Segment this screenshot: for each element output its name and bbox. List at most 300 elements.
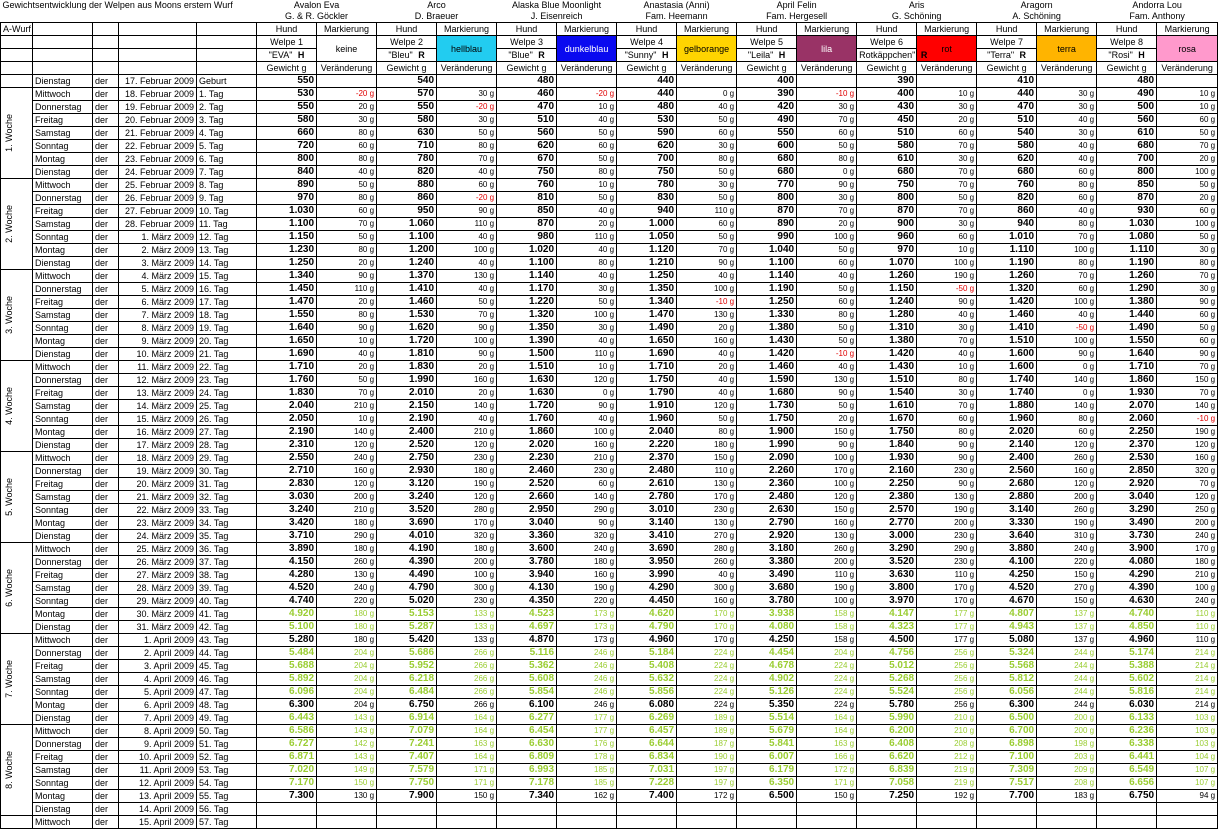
weight-value: 1.460 [977, 309, 1037, 322]
weight-value: 4.280 [257, 569, 317, 582]
weight-change: 214 g [1157, 660, 1218, 673]
weight-change: 90 g [437, 348, 497, 361]
date: 2. März 2009 [119, 244, 197, 257]
weight-value: 530 [617, 114, 677, 127]
empty-cell [1, 49, 33, 62]
day-label: 15. Tag [197, 270, 257, 283]
table-row [1, 270, 1218, 283]
weight-value: 2.850 [1097, 465, 1157, 478]
weight-value: 6.277 [497, 712, 557, 725]
date: 1. März 2009 [119, 231, 197, 244]
week-label-text: 4. Woche [4, 387, 14, 425]
table-row [1, 621, 1218, 634]
empty-cell [1, 36, 33, 49]
der-label: der [93, 270, 119, 283]
table-row [1, 192, 1218, 205]
der-label: der [93, 374, 119, 387]
table-row [1, 660, 1218, 673]
weight-change [557, 75, 617, 88]
date: 19. März 2009 [119, 465, 197, 478]
weight-value: 1.260 [857, 270, 917, 283]
weight-value: 5.856 [617, 686, 677, 699]
weight-value: 2.380 [857, 491, 917, 504]
weight-value: 7.700 [977, 790, 1037, 803]
weight-change: 30 g [437, 88, 497, 101]
der-label: der [93, 751, 119, 764]
day-label: 2. Tag [197, 101, 257, 114]
date: 25. März 2009 [119, 543, 197, 556]
weight-value: 2.050 [257, 413, 317, 426]
weight-value: 1.490 [617, 322, 677, 335]
weight-change: 190 g [917, 504, 977, 517]
weight-change: 50 g [677, 231, 737, 244]
weight-value: 4.130 [497, 582, 557, 595]
header-gewicht: Gewicht g [737, 62, 797, 75]
weight-value: 5.524 [857, 686, 917, 699]
weight-change: 130 g [797, 530, 857, 543]
weight-change: 100 g [797, 231, 857, 244]
weight-change [557, 803, 617, 816]
weight-change: 10 g [557, 179, 617, 192]
weight-change: 20 g [797, 413, 857, 426]
weight-change: 171 g [797, 777, 857, 790]
weight-value: 5.184 [617, 647, 677, 660]
day-label: 53. Tag [197, 764, 257, 777]
weight-value: 6.236 [1097, 725, 1157, 738]
date: 23. März 2009 [119, 517, 197, 530]
table-row [1, 699, 1218, 712]
weight-value: 1.070 [857, 257, 917, 270]
der-label: der [93, 335, 119, 348]
weight-change: 20 g [1157, 192, 1218, 205]
weekday: Dienstag [33, 348, 93, 361]
empty-cell [33, 49, 93, 62]
weight-value: 7.900 [377, 790, 437, 803]
weight-value: 5.990 [857, 712, 917, 725]
weight-change: 177 g [557, 712, 617, 725]
weight-change: 110 g [557, 231, 617, 244]
weight-value: 400 [737, 75, 797, 88]
header-markierung: Markierung [677, 23, 737, 36]
weight-value: 490 [1097, 88, 1157, 101]
weight-change: 60 g [1157, 335, 1218, 348]
weight-change: 190 g [1037, 517, 1097, 530]
weight-change: 30 g [1037, 127, 1097, 140]
weight-change [1037, 816, 1097, 829]
weight-value: 890 [737, 218, 797, 231]
weight-change: 107 g [1157, 777, 1218, 790]
der-label: der [93, 283, 119, 296]
weight-change: 0 g [797, 166, 857, 179]
date: 14. April 2009 [119, 803, 197, 816]
weight-change: 110 g [437, 218, 497, 231]
puppy-owner: D. Braeuer [377, 11, 497, 23]
weight-change: 163 g [437, 738, 497, 751]
table-row [1, 283, 1218, 296]
puppy-number: Welpe 4 [617, 36, 677, 49]
weight-value: 6.338 [1097, 738, 1157, 751]
weight-value: 3.640 [977, 530, 1037, 543]
sex-label: H [1135, 50, 1145, 60]
day-label: 4. Tag [197, 127, 257, 140]
weight-change: -10 g [677, 296, 737, 309]
weight-value: 550 [737, 127, 797, 140]
weight-change: 60 g [1037, 283, 1097, 296]
der-label: der [93, 127, 119, 140]
weight-change: 164 g [797, 712, 857, 725]
weight-change: 50 g [317, 179, 377, 192]
weight-change: 50 g [557, 296, 617, 309]
weight-value: 5.388 [1097, 660, 1157, 673]
weight-value: 1.620 [377, 322, 437, 335]
weight-change: 100 g [1157, 218, 1218, 231]
weight-change: 180 g [557, 556, 617, 569]
weekday: Freitag [33, 569, 93, 582]
weight-change: 240 g [557, 543, 617, 556]
weight-change: 320 g [1157, 465, 1218, 478]
weight-value: 980 [497, 231, 557, 244]
weight-change: 177 g [557, 725, 617, 738]
weekday: Montag [33, 517, 93, 530]
weight-value: 6.030 [1097, 699, 1157, 712]
weight-change: 200 g [917, 517, 977, 530]
day-label: 29. Tag [197, 452, 257, 465]
weight-value [257, 803, 317, 816]
table-row [1, 530, 1218, 543]
day-label: 23. Tag [197, 374, 257, 387]
weight-change: 170 g [437, 517, 497, 530]
weight-value: 4.500 [857, 634, 917, 647]
weight-value: 3.290 [1097, 504, 1157, 517]
weight-change: 300 g [677, 582, 737, 595]
puppy-call-name [977, 49, 1037, 62]
weight-change: 160 g [557, 439, 617, 452]
weight-value: 6.630 [497, 738, 557, 751]
weight-value: 1.430 [737, 335, 797, 348]
weight-value: 1.760 [257, 374, 317, 387]
weight-change: 158 g [797, 634, 857, 647]
weight-value: 3.950 [617, 556, 677, 569]
weight-change: 10 g [917, 361, 977, 374]
der-label: der [93, 634, 119, 647]
weight-value: 1.930 [857, 452, 917, 465]
day-label: 1. Tag [197, 88, 257, 101]
weight-change: 107 g [1157, 764, 1218, 777]
weight-change: 30 g [917, 101, 977, 114]
weight-value: 2.880 [977, 491, 1037, 504]
date: 16. März 2009 [119, 426, 197, 439]
weight-value: 3.780 [497, 556, 557, 569]
weight-value: 2.480 [737, 491, 797, 504]
der-label: der [93, 452, 119, 465]
weight-change: 170 g [917, 595, 977, 608]
der-label: der [93, 101, 119, 114]
weight-value: 5.952 [377, 660, 437, 673]
weight-value: 610 [1097, 127, 1157, 140]
weight-value: 780 [377, 153, 437, 166]
empty-cell [93, 23, 119, 36]
date: 22. Februar 2009 [119, 140, 197, 153]
weight-value: 510 [977, 114, 1037, 127]
weight-value: 5.679 [737, 725, 797, 738]
week-label-text: 6. Woche [4, 569, 14, 607]
weight-value: 1.250 [737, 296, 797, 309]
weight-value [617, 816, 677, 829]
weight-change: 178 g [557, 751, 617, 764]
weight-change: 320 g [437, 530, 497, 543]
weight-change: 230 g [437, 452, 497, 465]
puppy-number: Welpe 8 [1097, 36, 1157, 49]
weight-change: 100 g [1037, 296, 1097, 309]
weight-change: 80 g [917, 374, 977, 387]
puppy-call-name [857, 49, 928, 62]
puppy-owner: Fam. Hergesell [737, 11, 857, 23]
weight-value: 5.514 [737, 712, 797, 725]
weekday: Dienstag [33, 621, 93, 634]
weight-value: 6.100 [497, 699, 557, 712]
day-label: 28. Tag [197, 439, 257, 452]
weight-change: 220 g [317, 595, 377, 608]
date: 24. März 2009 [119, 530, 197, 543]
weight-change: 100 g [1157, 166, 1218, 179]
weight-value: 1.440 [1097, 309, 1157, 322]
weight-change: 90 g [437, 205, 497, 218]
empty-cell [119, 36, 197, 49]
weight-change: 100 g [1157, 582, 1218, 595]
der-label: der [93, 231, 119, 244]
weight-change: 224 g [677, 647, 737, 660]
header-markierung: Markierung [797, 23, 857, 36]
weight-value: 610 [857, 153, 917, 166]
weight-change: 310 g [1037, 530, 1097, 543]
weight-change: 70 g [917, 400, 977, 413]
table-row [1, 764, 1218, 777]
table-row [1, 296, 1218, 309]
weight-change: 80 g [317, 244, 377, 257]
weight-value: 4.807 [977, 608, 1037, 621]
table-row [1, 335, 1218, 348]
date: 27. Februar 2009 [119, 205, 197, 218]
weekday: Dienstag [33, 166, 93, 179]
weight-value: 6.993 [497, 764, 557, 777]
weight-value: 6.549 [1097, 764, 1157, 777]
weight-value: 5.116 [497, 647, 557, 660]
table-row [1, 569, 1218, 582]
weight-change: 214 g [1157, 647, 1218, 660]
weight-value: 800 [257, 153, 317, 166]
weight-value: 1.380 [1097, 296, 1157, 309]
date: 17. Februar 2009 [119, 75, 197, 88]
weight-value: 4.790 [617, 621, 677, 634]
puppy-owner: J. Eisenreich [497, 11, 617, 23]
weight-value: 3.710 [257, 530, 317, 543]
weight-value: 1.340 [617, 296, 677, 309]
weight-change: 100 g [557, 309, 617, 322]
weight-value: 580 [377, 114, 437, 127]
date: 9. April 2009 [119, 738, 197, 751]
weight-change: 210 g [557, 452, 617, 465]
weight-change: 40 g [677, 374, 737, 387]
weekday: Donnerstag [33, 192, 93, 205]
weight-change [1037, 75, 1097, 88]
weight-value: 1.500 [497, 348, 557, 361]
weight-value: 3.520 [377, 504, 437, 517]
weight-value: 460 [497, 88, 557, 101]
table-row [1, 218, 1218, 231]
weight-value [1097, 803, 1157, 816]
weight-value: 620 [497, 140, 557, 153]
weight-value: 4.350 [497, 595, 557, 608]
weight-value: 820 [977, 192, 1037, 205]
weight-change: 160 g [1157, 452, 1218, 465]
weight-change: 210 g [437, 426, 497, 439]
table-row [1, 712, 1218, 725]
weekday: Mittwoch [33, 361, 93, 374]
der-label: der [93, 569, 119, 582]
table-row [1, 725, 1218, 738]
weight-change: 140 g [1037, 374, 1097, 387]
der-label: der [93, 517, 119, 530]
weekday: Sonntag [33, 140, 93, 153]
weight-change: 60 g [557, 478, 617, 491]
weight-value: 6.080 [617, 699, 677, 712]
weight-value: 2.520 [377, 439, 437, 452]
weight-value: 1.710 [617, 361, 677, 374]
weight-value: 4.850 [1097, 621, 1157, 634]
weight-value: 5.174 [1097, 647, 1157, 660]
weight-change: 170 g [677, 491, 737, 504]
weight-change: 40 g [677, 348, 737, 361]
weight-change: -20 g [437, 192, 497, 205]
weight-change: 90 g [557, 517, 617, 530]
weight-value: 3.240 [257, 504, 317, 517]
header-veraenderung: Veränderung [317, 62, 377, 75]
date: 18. Februar 2009 [119, 88, 197, 101]
weight-value: 2.040 [617, 426, 677, 439]
empty-cell [119, 23, 197, 36]
weight-value: 2.250 [857, 478, 917, 491]
weight-change: 50 g [1157, 179, 1218, 192]
weight-change [917, 75, 977, 88]
weight-change: 137 g [1037, 621, 1097, 634]
weight-change: 100 g [1037, 244, 1097, 257]
weight-value: 510 [857, 127, 917, 140]
puppy-owner: G. Schöning [857, 11, 977, 23]
weight-value: 600 [737, 140, 797, 153]
weight-value: 950 [377, 205, 437, 218]
sex-label: H [295, 50, 305, 60]
weight-change: 204 g [317, 660, 377, 673]
weight-change: 320 g [557, 530, 617, 543]
weight-change: 120 g [437, 439, 497, 452]
weight-change: 140 g [1157, 400, 1218, 413]
weight-value: 3.040 [1097, 491, 1157, 504]
weight-value: 5.632 [617, 673, 677, 686]
weekday: Mittwoch [33, 634, 93, 647]
day-label: 32. Tag [197, 491, 257, 504]
weight-change: 30 g [557, 322, 617, 335]
weight-change: 210 g [317, 504, 377, 517]
weekday: Sonntag [33, 413, 93, 426]
weight-change: 244 g [1037, 660, 1097, 673]
weight-change [317, 816, 377, 829]
weekday: Freitag [33, 296, 93, 309]
der-label: der [93, 660, 119, 673]
weight-value: 3.900 [1097, 543, 1157, 556]
weight-value: 1.960 [977, 413, 1037, 426]
weight-change: 120 g [1157, 439, 1218, 452]
weight-change: 60 g [1037, 426, 1097, 439]
weight-change: 30 g [317, 114, 377, 127]
weight-change: 40 g [557, 244, 617, 257]
weight-change: 50 g [797, 335, 857, 348]
weight-change: 110 g [1157, 608, 1218, 621]
weight-value: 1.630 [497, 387, 557, 400]
weight-change: 60 g [677, 127, 737, 140]
weight-value: 2.310 [257, 439, 317, 452]
weight-value: 1.470 [257, 296, 317, 309]
weight-change: 90 g [677, 257, 737, 270]
weight-value: 2.610 [617, 478, 677, 491]
weight-value: 6.096 [257, 686, 317, 699]
empty-cell [119, 49, 197, 62]
weight-change: 70 g [917, 140, 977, 153]
weight-change: 280 g [437, 504, 497, 517]
table-row [1, 348, 1218, 361]
weight-change: 120 g [677, 400, 737, 413]
weight-change: 40 g [437, 231, 497, 244]
weight-value: 6.500 [737, 790, 797, 803]
weight-value: 1.100 [257, 218, 317, 231]
weight-value [737, 803, 797, 816]
weight-value: 4.190 [377, 543, 437, 556]
weight-change: 224 g [677, 686, 737, 699]
date: 14. März 2009 [119, 400, 197, 413]
weight-value: 7.058 [857, 777, 917, 790]
day-label: 50. Tag [197, 725, 257, 738]
weight-change: 90 g [1157, 296, 1218, 309]
weight-change: 230 g [437, 595, 497, 608]
weight-value: 2.090 [737, 452, 797, 465]
weight-value: 1.590 [737, 374, 797, 387]
weight-change: 40 g [437, 413, 497, 426]
sex-label: H [776, 50, 786, 60]
weight-value: 1.410 [377, 283, 437, 296]
table-row [1, 491, 1218, 504]
weight-value: 680 [977, 166, 1037, 179]
weight-value: 5.268 [857, 673, 917, 686]
date: 4. März 2009 [119, 270, 197, 283]
weight-value: 940 [617, 205, 677, 218]
weight-change: 266 g [437, 660, 497, 673]
date: 11. März 2009 [119, 361, 197, 374]
weight-value: 3.880 [977, 543, 1037, 556]
der-label: der [93, 296, 119, 309]
weight-value: 6.500 [977, 712, 1037, 725]
weight-change: 246 g [557, 686, 617, 699]
weight-change: 180 g [317, 608, 377, 621]
weight-change: 50 g [557, 153, 617, 166]
day-label: 42. Tag [197, 621, 257, 634]
weight-change: -20 g [317, 88, 377, 101]
weight-change: -10 g [797, 348, 857, 361]
weekday: Samstag [33, 673, 93, 686]
weight-value: 7.340 [497, 790, 557, 803]
call-name: "Bleu" [388, 50, 413, 60]
weight-value: 1.330 [737, 309, 797, 322]
weight-value: 4.323 [857, 621, 917, 634]
weight-value: 6.871 [257, 751, 317, 764]
